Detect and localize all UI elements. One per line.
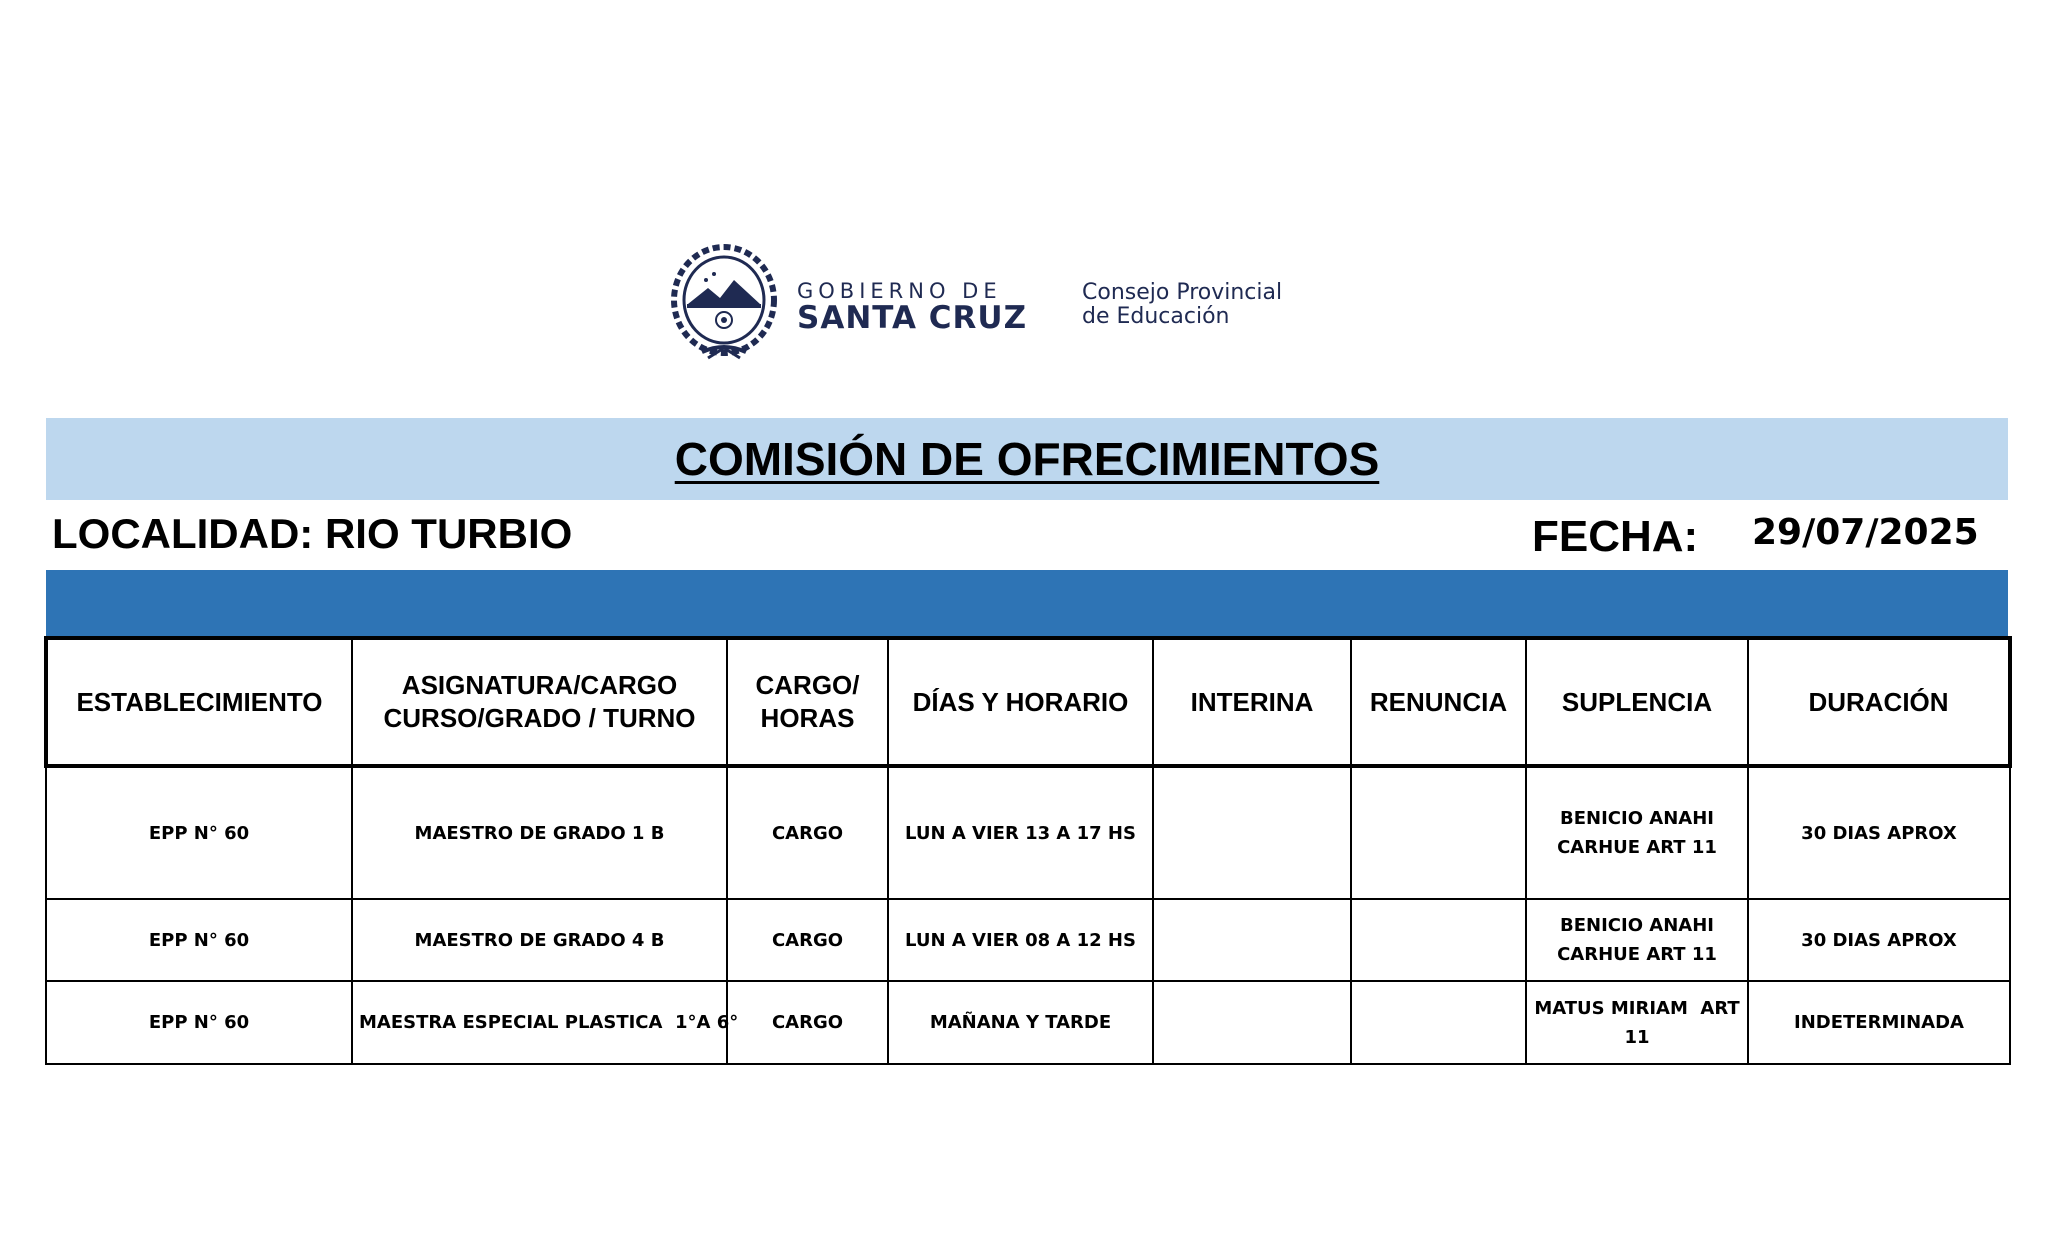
header-duracion: DURACIÓN <box>1748 638 2010 766</box>
cell-interina <box>1153 981 1351 1064</box>
council-line-1: Consejo Provincial <box>1082 280 1283 305</box>
document-title: COMISIÓN DE OFRECIMIENTOS <box>674 433 1380 485</box>
cell-suplencia-line-1: BENICIO ANAHI <box>1560 808 1714 829</box>
table-header-row <box>46 638 2010 766</box>
cell-suplencia-line-2: CARHUE ART 11 <box>1557 837 1717 858</box>
cell-dias: LUN A VIER 08 A 12 HS <box>888 899 1153 981</box>
cell-establecimiento: EPP N° 60 <box>46 981 352 1064</box>
header-asignatura-line-2: CURSO/GRADO / TURNO <box>383 703 696 733</box>
section-band <box>46 570 2008 636</box>
cell-duracion: INDETERMINADA <box>1748 981 2010 1064</box>
cell-suplencia <box>1526 766 1748 899</box>
header-cargo-line-2: HORAS <box>760 703 855 733</box>
header-asignatura <box>352 638 727 766</box>
government-line-2: SANTA CRUZ <box>797 300 1028 336</box>
cell-asignatura: MAESTRA ESPECIAL PLASTICA 1°A 6° <box>352 981 727 1064</box>
cell-duracion: 30 DIAS APROX <box>1748 766 2010 899</box>
cell-renuncia <box>1351 899 1526 981</box>
cell-interina <box>1153 899 1351 981</box>
header-suplencia: SUPLENCIA <box>1526 638 1748 766</box>
cell-interina <box>1153 766 1351 899</box>
cell-cargo: CARGO <box>727 981 888 1064</box>
localidad-label: LOCALIDAD: RIO TURBIO <box>52 510 573 557</box>
header-dias: DÍAS Y HORARIO <box>888 638 1153 766</box>
cell-asignatura: MAESTRO DE GRADO 4 B <box>352 899 727 981</box>
fecha-label: FECHA: <box>1532 512 1699 561</box>
cell-renuncia <box>1351 766 1526 899</box>
cell-suplencia-line-1: BENICIO ANAHI <box>1560 915 1714 936</box>
header-renuncia: RENUNCIA <box>1351 638 1526 766</box>
cell-dias: LUN A VIER 13 A 17 HS <box>888 766 1153 899</box>
table-row <box>46 899 2010 981</box>
title-band <box>46 418 2008 500</box>
cell-suplencia <box>1526 899 1748 981</box>
cell-cargo: CARGO <box>727 899 888 981</box>
cell-duracion: 30 DIAS APROX <box>1748 899 2010 981</box>
santa-cruz-seal-icon <box>668 244 780 362</box>
header-establecimiento: ESTABLECIMIENTO <box>46 638 352 766</box>
cell-renuncia <box>1351 981 1526 1064</box>
government-line-1: GOBIERNO DE <box>797 279 1002 303</box>
offers-table <box>44 636 2012 1065</box>
cell-dias: MAÑANA Y TARDE <box>888 981 1153 1064</box>
cell-suplencia-line-1: MATUS MIRIAM ART <box>1534 997 1740 1019</box>
header-logo <box>668 244 1318 362</box>
cell-establecimiento: EPP N° 60 <box>46 766 352 899</box>
header-asignatura-line-1: ASIGNATURA/CARGO <box>401 670 678 700</box>
header-cargo <box>727 638 888 766</box>
cell-suplencia-line-2: CARHUE ART 11 <box>1557 944 1717 965</box>
cell-establecimiento: EPP N° 60 <box>46 899 352 981</box>
cell-suplencia-line-2: 11 <box>1624 1026 1650 1048</box>
cell-asignatura: MAESTRO DE GRADO 1 B <box>352 766 727 899</box>
table-row <box>46 766 2010 899</box>
fecha-value: 29/07/2025 <box>1752 512 1979 553</box>
header-interina: INTERINA <box>1153 638 1351 766</box>
header-cargo-line-1: CARGO/ <box>755 670 860 700</box>
table-row <box>46 981 2010 1064</box>
council-line-2: de Educación <box>1082 304 1230 329</box>
cell-suplencia <box>1526 981 1748 1064</box>
cell-cargo: CARGO <box>727 766 888 899</box>
